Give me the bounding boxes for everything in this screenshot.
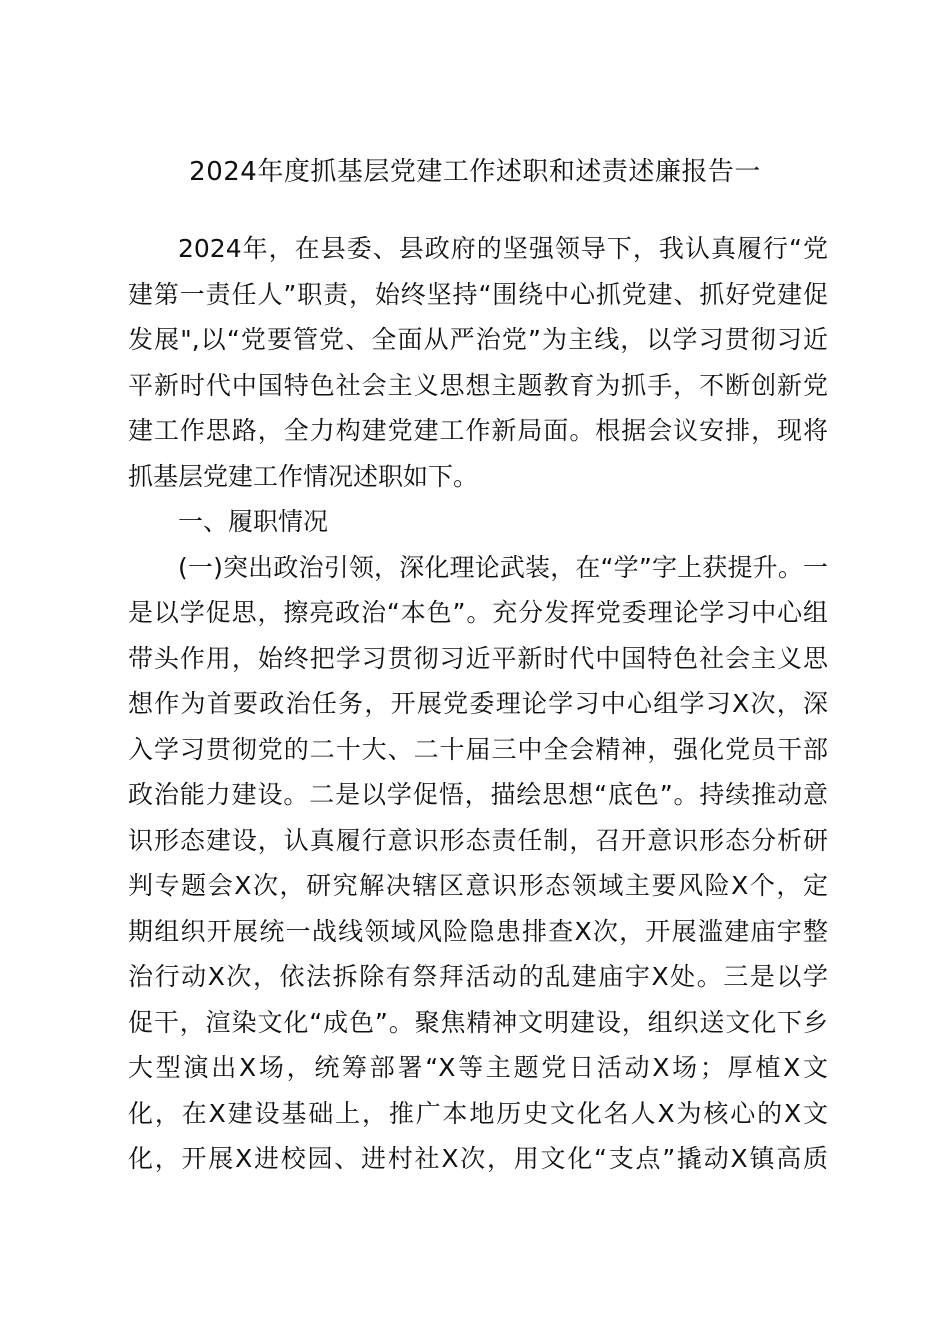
paragraph-line: 抓基层党建工作情况述职如下。 [128,461,479,491]
paragraph-line: 期组织开展统一战线领域风险隐患排查X次，开展滥建庙宇整 [128,916,828,946]
section-heading: 一、履职情况 [178,507,329,536]
paragraph-line: 治行动X次，依法拆除有祭拜活动的乱建庙宇X处。三是以学 [128,962,828,991]
paragraph-line: 大型演出X场，统筹部署“X等主题党日活动X场；厚植X文 [128,1053,828,1082]
paragraph-line: 政治能力建设。二是以学促悟，描绘思想“底色”。持续推动意 [128,780,828,809]
paragraph-line: 判专题会X次，研究解决辖区意识形态领域主要风险X个，定 [128,871,828,900]
paragraph-line: 带头作用，始终把学习贯彻习近平新时代中国特色社会主义思 [128,643,828,673]
paragraph-line: 促干，渲染文化“成色”。聚焦精神文明建设，组织送文化下乡 [128,1007,828,1037]
paragraph-line: (一)突出政治引领，深化理论武装，在“学”字上获提升。一 [178,552,828,582]
paragraph-line: 是以学促思，擦亮政治“本色”。充分发挥党委理论学习中心组 [128,598,828,627]
paragraph-line: 2024年，在县委、县政府的坚强领导下，我认真履行“党 [178,234,828,263]
paragraph-line: 平新时代中国特色社会主义思想主题教育为抓手，不断创新党 [128,370,828,400]
document-body [128,226,828,1182]
paragraph-line: 建工作思路，全力构建党建工作新局面。根据会议安排，现将 [128,416,828,445]
paragraph-line: 化，在X建设基础上，推广本地历史文化名人X为核心的X文 [128,1098,828,1128]
paragraph-line: 入学习贯彻党的二十大、二十届三中全会精神，强化党员干部 [128,734,828,764]
paragraph-line: 化，开展X进校园、进村社X次，用文化“支点”撬动X镇高质 [128,1144,828,1173]
paragraph-line: 想作为首要政治任务，开展党委理论学习中心组学习X次，深 [128,689,828,718]
document-title: 2024年度抓基层党建工作述职和述责述廉报告一 [189,157,761,187]
paragraph-line: 发展",以“党要管党、全面从严治党”为主线，以学习贯彻习近 [128,325,828,354]
paragraph-line: 识形态建设，认真履行意识形态责任制，召开意识形态分析研 [128,825,828,855]
paragraph-line: 建第一责任人”职责，始终坚持“围绕中心抓党建、抓好党建促 [128,279,828,309]
